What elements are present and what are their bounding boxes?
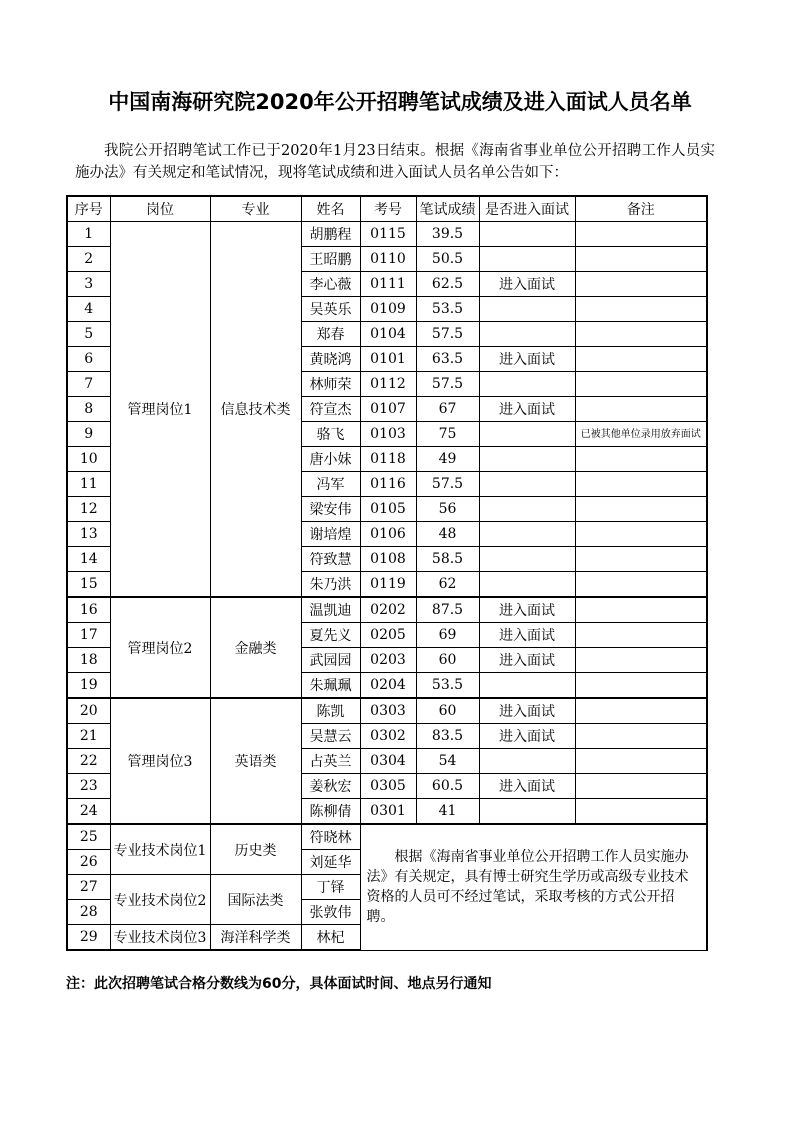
header-name: 姓名 — [301, 196, 360, 222]
cell-score: 69 — [416, 623, 479, 648]
cell-no: 21 — [67, 724, 110, 749]
cell-post: 专业技术岗位2 — [110, 875, 210, 925]
cell-no: 17 — [67, 623, 110, 648]
cell-no: 13 — [67, 522, 110, 547]
cell-name: 冯军 — [301, 472, 360, 497]
table-row — [67, 222, 707, 247]
cell-name: 张敦伟 — [301, 900, 360, 925]
cell-note — [575, 698, 707, 724]
cell-major: 信息技术类 — [210, 222, 301, 598]
cell-no: 1 — [67, 222, 110, 247]
cell-name: 武园园 — [301, 648, 360, 673]
cell-no: 20 — [67, 698, 110, 724]
cell-interview — [479, 749, 575, 774]
cell-note — [575, 347, 707, 372]
cell-note — [575, 272, 707, 297]
cell-post: 管理岗位1 — [110, 222, 210, 598]
cell-score: 53.5 — [416, 673, 479, 699]
cell-note — [575, 724, 707, 749]
cell-name: 黄晓鸿 — [301, 347, 360, 372]
cell-major: 海洋科学类 — [210, 925, 301, 951]
cell-note — [575, 648, 707, 673]
special-note: 根据《海南省事业单位公开招聘工作人员实施办法》有关规定，具有博士研究生学历或高级专业技术资格的人员可不经过笔试，采取考核的方式公开招聘。 — [360, 824, 707, 950]
cell-interview: 进入面试 — [479, 698, 575, 724]
table-header-row — [67, 196, 707, 222]
table-row — [67, 824, 707, 850]
table-row — [67, 597, 707, 623]
cell-interview: 进入面试 — [479, 272, 575, 297]
cell-major: 英语类 — [210, 698, 301, 824]
cell-interview: 进入面试 — [479, 397, 575, 422]
cell-no: 22 — [67, 749, 110, 774]
cell-score: 67 — [416, 397, 479, 422]
footnote: 注：此次招聘笔试合格分数线为60分，具体面试时间、地点另行通知 — [66, 976, 492, 992]
cell-name: 林师荣 — [301, 372, 360, 397]
cell-interview — [479, 799, 575, 825]
cell-note — [575, 322, 707, 347]
cell-name: 温凯迪 — [301, 597, 360, 623]
header-id: 考号 — [360, 196, 416, 222]
cell-name: 刘延华 — [301, 850, 360, 875]
cell-note — [575, 497, 707, 522]
cell-no: 29 — [67, 925, 110, 951]
cell-score: 83.5 — [416, 724, 479, 749]
cell-name: 李心薇 — [301, 272, 360, 297]
cell-note — [575, 447, 707, 472]
cell-note — [575, 247, 707, 272]
cell-id: 0118 — [360, 447, 416, 472]
cell-major: 国际法类 — [210, 875, 301, 925]
cell-interview — [479, 322, 575, 347]
cell-note — [575, 572, 707, 598]
cell-name: 丁铎 — [301, 875, 360, 900]
cell-name: 唐小妹 — [301, 447, 360, 472]
cell-name: 符晓林 — [301, 824, 360, 850]
cell-no: 11 — [67, 472, 110, 497]
cell-name: 骆飞 — [301, 422, 360, 447]
cell-id: 0101 — [360, 347, 416, 372]
cell-no: 3 — [67, 272, 110, 297]
cell-name: 吴英乐 — [301, 297, 360, 322]
cell-id: 0119 — [360, 572, 416, 598]
page-title: 中国南海研究院2020年公开招聘笔试成绩及进入面试人员名单 — [108, 90, 692, 114]
header-interview: 是否进入面试 — [479, 196, 575, 222]
cell-id: 0302 — [360, 724, 416, 749]
cell-note — [575, 749, 707, 774]
cell-no: 16 — [67, 597, 110, 623]
cell-score: 41 — [416, 799, 479, 825]
cell-no: 26 — [67, 850, 110, 875]
cell-name: 符致慧 — [301, 547, 360, 572]
cell-score: 54 — [416, 749, 479, 774]
cell-score: 49 — [416, 447, 479, 472]
cell-id: 0203 — [360, 648, 416, 673]
cell-interview — [479, 497, 575, 522]
table-row — [67, 698, 707, 724]
cell-post: 管理岗位2 — [110, 597, 210, 698]
cell-interview — [479, 372, 575, 397]
cell-score: 57.5 — [416, 472, 479, 497]
cell-no: 24 — [67, 799, 110, 825]
cell-note: 已被其他单位录用放弃面试 — [575, 422, 707, 447]
cell-note — [575, 222, 707, 247]
cell-name: 胡鹏程 — [301, 222, 360, 247]
cell-interview: 进入面试 — [479, 648, 575, 673]
cell-no: 10 — [67, 447, 110, 472]
cell-id: 0108 — [360, 547, 416, 572]
cell-interview — [479, 673, 575, 699]
cell-no: 25 — [67, 824, 110, 850]
cell-no: 19 — [67, 673, 110, 699]
table-body — [67, 222, 707, 951]
cell-name: 朱珮珮 — [301, 673, 360, 699]
cell-interview: 进入面试 — [479, 597, 575, 623]
cell-interview: 进入面试 — [479, 724, 575, 749]
header-score: 笔试成绩 — [416, 196, 479, 222]
header-note: 备注 — [575, 196, 707, 222]
cell-id: 0105 — [360, 497, 416, 522]
cell-id: 0204 — [360, 673, 416, 699]
cell-name: 陈柳倩 — [301, 799, 360, 825]
cell-score: 50.5 — [416, 247, 479, 272]
cell-score: 62.5 — [416, 272, 479, 297]
cell-id: 0304 — [360, 749, 416, 774]
cell-name: 梁安伟 — [301, 497, 360, 522]
cell-interview: 进入面试 — [479, 347, 575, 372]
cell-id: 0107 — [360, 397, 416, 422]
cell-score: 87.5 — [416, 597, 479, 623]
cell-no: 2 — [67, 247, 110, 272]
header-no: 序号 — [67, 196, 110, 222]
cell-no: 7 — [67, 372, 110, 397]
cell-interview — [479, 547, 575, 572]
cell-note — [575, 547, 707, 572]
cell-note — [575, 472, 707, 497]
cell-id: 0305 — [360, 774, 416, 799]
cell-id: 0104 — [360, 322, 416, 347]
cell-id: 0103 — [360, 422, 416, 447]
cell-id: 0110 — [360, 247, 416, 272]
cell-score: 39.5 — [416, 222, 479, 247]
cell-score: 75 — [416, 422, 479, 447]
cell-post: 管理岗位3 — [110, 698, 210, 824]
cell-name: 占英兰 — [301, 749, 360, 774]
cell-score: 53.5 — [416, 297, 479, 322]
cell-note — [575, 774, 707, 799]
cell-no: 27 — [67, 875, 110, 900]
cell-interview — [479, 572, 575, 598]
header-post: 岗位 — [110, 196, 210, 222]
cell-no: 4 — [67, 297, 110, 322]
cell-id: 0301 — [360, 799, 416, 825]
cell-id: 0205 — [360, 623, 416, 648]
cell-interview — [479, 472, 575, 497]
cell-no: 12 — [67, 497, 110, 522]
cell-no: 18 — [67, 648, 110, 673]
cell-note — [575, 673, 707, 699]
cell-id: 0106 — [360, 522, 416, 547]
cell-note — [575, 597, 707, 623]
cell-name: 王昭鹏 — [301, 247, 360, 272]
cell-post: 专业技术岗位3 — [110, 925, 210, 951]
cell-no: 15 — [67, 572, 110, 598]
cell-name: 姜秋宏 — [301, 774, 360, 799]
cell-name: 吴慧云 — [301, 724, 360, 749]
header-major: 专业 — [210, 196, 301, 222]
cell-interview — [479, 522, 575, 547]
cell-id: 0115 — [360, 222, 416, 247]
cell-score: 48 — [416, 522, 479, 547]
cell-note — [575, 522, 707, 547]
cell-interview — [479, 422, 575, 447]
cell-id: 0111 — [360, 272, 416, 297]
cell-interview — [479, 447, 575, 472]
cell-score: 60.5 — [416, 774, 479, 799]
cell-score: 57.5 — [416, 372, 479, 397]
cell-id: 0303 — [360, 698, 416, 724]
cell-name: 符宣杰 — [301, 397, 360, 422]
cell-post: 专业技术岗位1 — [110, 824, 210, 875]
cell-no: 8 — [67, 397, 110, 422]
cell-note — [575, 397, 707, 422]
cell-score: 63.5 — [416, 347, 479, 372]
cell-note — [575, 623, 707, 648]
cell-note — [575, 372, 707, 397]
results-table — [66, 195, 708, 951]
cell-no: 9 — [67, 422, 110, 447]
cell-name: 夏先义 — [301, 623, 360, 648]
intro-paragraph: 我院公开招聘笔试工作已于2020年1月23日结束。根据《海南省事业单位公开招聘工作人员实施办法》有关规定和笔试情况，现将笔试成绩和进入面试人员名单公告如下： — [75, 143, 715, 181]
cell-name: 朱乃洪 — [301, 572, 360, 598]
cell-name: 林杞 — [301, 925, 360, 951]
cell-id: 0116 — [360, 472, 416, 497]
cell-score: 58.5 — [416, 547, 479, 572]
cell-name: 谢培煌 — [301, 522, 360, 547]
cell-name: 陈凯 — [301, 698, 360, 724]
cell-interview: 进入面试 — [479, 774, 575, 799]
cell-interview — [479, 222, 575, 247]
cell-name: 郑春 — [301, 322, 360, 347]
cell-interview — [479, 247, 575, 272]
cell-no: 14 — [67, 547, 110, 572]
cell-id: 0109 — [360, 297, 416, 322]
cell-score: 62 — [416, 572, 479, 598]
cell-id: 0112 — [360, 372, 416, 397]
cell-score: 60 — [416, 648, 479, 673]
cell-score: 57.5 — [416, 322, 479, 347]
cell-interview — [479, 297, 575, 322]
cell-id: 0202 — [360, 597, 416, 623]
cell-interview: 进入面试 — [479, 623, 575, 648]
cell-no: 28 — [67, 900, 110, 925]
cell-note — [575, 297, 707, 322]
cell-no: 6 — [67, 347, 110, 372]
cell-score: 56 — [416, 497, 479, 522]
cell-major: 金融类 — [210, 597, 301, 698]
cell-score: 60 — [416, 698, 479, 724]
cell-no: 5 — [67, 322, 110, 347]
cell-note — [575, 799, 707, 825]
cell-no: 23 — [67, 774, 110, 799]
cell-major: 历史类 — [210, 824, 301, 875]
